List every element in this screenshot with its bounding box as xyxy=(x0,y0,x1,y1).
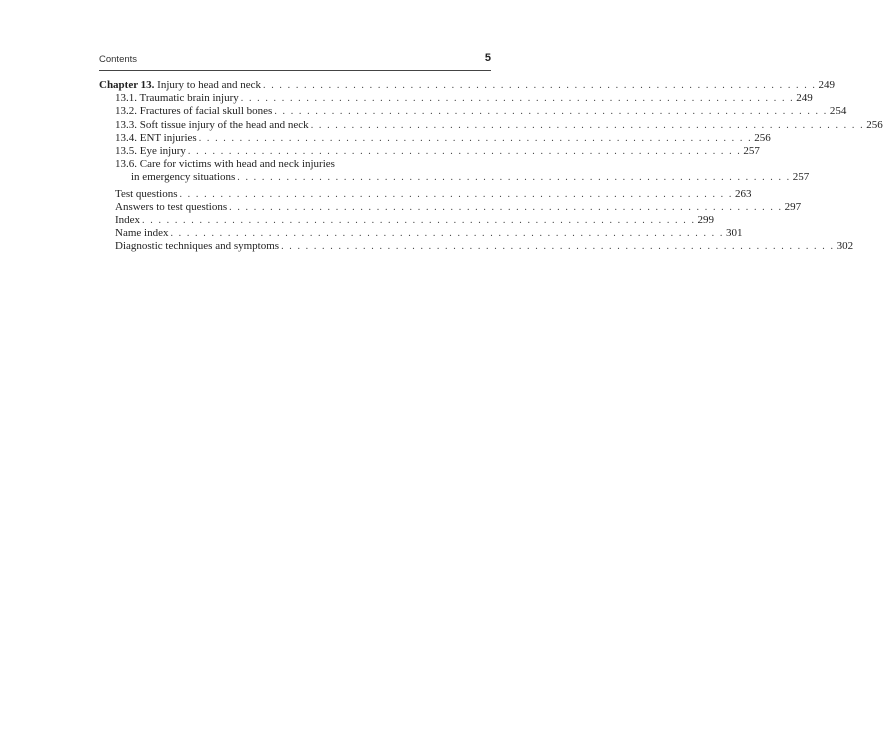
dot-leader: . . . . . . . . . . . . . . . . . . . . . . . . . . . . . . . . . . . . . . . . . . . . . . . . . . . . . . . . . . . . . . . . . . . . xyxy=(170,228,724,240)
chapter-label: Chapter 13. xyxy=(99,79,155,91)
toc-page-number: 263 xyxy=(734,187,752,200)
toc-test-questions[interactable] xyxy=(99,187,752,201)
toc-entry-label: Index xyxy=(115,214,141,227)
dot-leader: . . . . . . . . . . . . . . . . . . . . . . . . . . . . . . . . . . . . . . . . . . . . . . . . . . . . . . . . . . . . . . . . . . . . xyxy=(263,80,817,91)
toc-section-13-5[interactable] xyxy=(99,145,760,158)
running-head xyxy=(99,52,491,68)
toc-section-13-1[interactable] xyxy=(99,92,813,105)
toc-entry-label: 13.2. Fractures of facial skull bones xyxy=(115,105,273,118)
page-number: 5 xyxy=(484,52,491,64)
toc-page-number: 257 xyxy=(792,171,810,184)
toc-index[interactable] xyxy=(99,214,715,227)
toc-entry-label xyxy=(99,79,261,92)
toc-entry-label: Test questions xyxy=(115,187,178,200)
dot-leader: . . . . . . . . . . . . . . . . . . . . . . . . . . . . . . . . . . . . . . . . . . . . . . . . . . . . . . . . . . . . . . . . . . . . xyxy=(187,146,742,158)
toc-entry-label: Name index xyxy=(115,227,169,240)
toc-page-number: 256 xyxy=(866,118,883,131)
toc-entry-label: 13.4. ENT injuries xyxy=(115,131,197,144)
toc-section-13-3[interactable] xyxy=(99,118,883,132)
toc-page-number: 249 xyxy=(818,79,836,91)
dot-leader: . . . . . . . . . . . . . . . . . . . . . . . . . . . . . . . . . . . . . . . . . . . . . . . . . . . . . . . . . . . . . . . . . . . . xyxy=(274,106,828,118)
dot-leader: . . . . . . . . . . . . . . . . . . . . . . . . . . . . . . . . . . . . . . . . . . . . . . . . . . . . . . . . . . . . . . . . . . . . xyxy=(142,215,696,227)
toc-entry-label: Diagnostic techniques and symptoms xyxy=(115,240,280,253)
toc-page-number: 256 xyxy=(754,131,771,144)
dot-leader: . . . . . . . . . . . . . . . . . . . . . . . . . . . . . . . . . . . . . . . . . . . . . . . . . . . . . . . . . . . . . . . . . . . . xyxy=(310,119,865,131)
toc-page-number: 254 xyxy=(829,105,847,118)
toc-page-number: 249 xyxy=(796,92,813,105)
dot-leader: . . . . . . . . . . . . . . . . . . . . . . . . . . . . . . . . . . . . . . . . . . . . . . . . . . . . . . . . . . . . . . . . . . . . xyxy=(237,172,791,184)
toc-page-number: 302 xyxy=(836,240,854,253)
toc-page-number: 257 xyxy=(743,145,760,158)
table-of-contents xyxy=(99,79,883,254)
running-head-title: Contents xyxy=(99,54,138,65)
dot-leader: . . . . . . . . . . . . . . . . . . . . . . . . . . . . . . . . . . . . . . . . . . . . . . . . . . . . . . . . . . . . . . . . . . . . xyxy=(179,188,733,200)
toc-entry-label: 13.1. Traumatic brain injury xyxy=(115,92,239,105)
toc-page-number: 299 xyxy=(697,214,715,227)
toc-section-13-6-line1[interactable]: 13.6. Care for victims with head and neck injuries xyxy=(115,158,335,171)
dot-leader: . . . . . . . . . . . . . . . . . . . . . . . . . . . . . . . . . . . . . . . . . . . . . . . . . . . . . . . . . . . . . . . . . . . . xyxy=(281,241,835,253)
dot-leader: . . . . . . . . . . . . . . . . . . . . . . . . . . . . . . . . . . . . . . . . . . . . . . . . . . . . . . . . . . . . . . . . . . . . xyxy=(198,132,753,144)
toc-name-index[interactable] xyxy=(99,227,743,240)
toc-entry-label: Answers to test questions xyxy=(115,200,228,213)
header-rule xyxy=(99,70,491,71)
toc-section-13-6[interactable] xyxy=(99,171,810,184)
toc-entry-label: in emergency situations xyxy=(131,171,236,184)
toc-page-number: 301 xyxy=(725,227,743,240)
toc-section-13-4[interactable] xyxy=(99,131,771,145)
toc-entry-label: 13.3. Soft tissue injury of the head and neck xyxy=(115,118,309,131)
toc-diagnostic-techniques[interactable] xyxy=(99,240,854,253)
dot-leader: . . . . . . . . . . . . . . . . . . . . . . . . . . . . . . . . . . . . . . . . . . . . . . . . . . . . . . . . . . . . . . . . . . . . xyxy=(240,93,795,105)
toc-page-number: 297 xyxy=(784,200,802,213)
chapter-title: Injury to head and neck xyxy=(154,79,262,91)
toc-entry-label: 13.5. Eye injury xyxy=(115,145,186,158)
toc-answers[interactable] xyxy=(99,200,802,214)
toc-section-13-2[interactable] xyxy=(99,105,847,118)
toc-chapter-13[interactable] xyxy=(99,79,836,92)
dot-leader: . . . . . . . . . . . . . . . . . . . . . . . . . . . . . . . . . . . . . . . . . . . . . . . . . . . . . . . . . . . . . . . . . . . . xyxy=(229,201,783,213)
